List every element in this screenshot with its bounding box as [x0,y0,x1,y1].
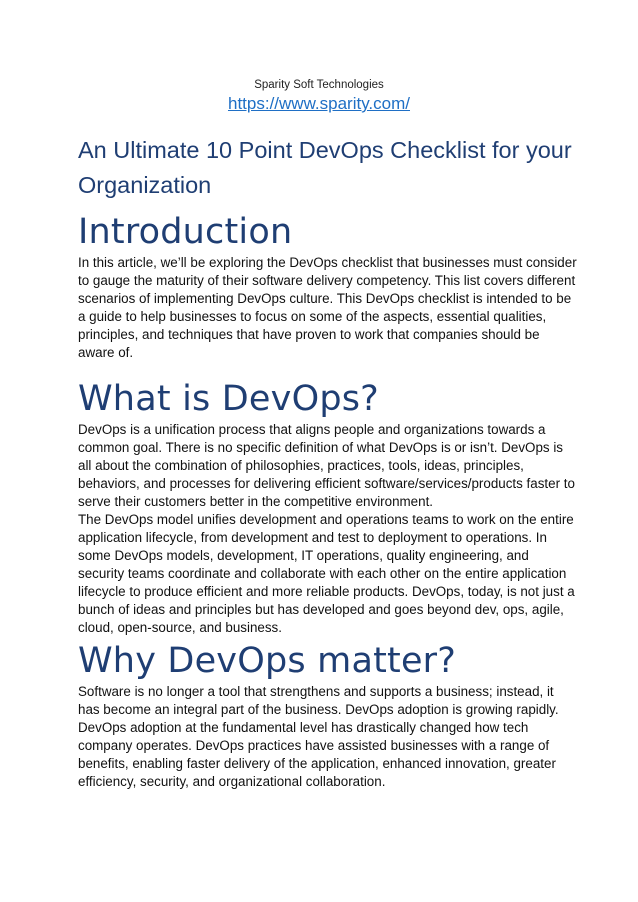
company-name: Sparity Soft Technologies [254,79,384,91]
section-heading-introduction: Introduction [78,212,293,252]
website-link[interactable]: https://www.sparity.com/ [227,94,410,113]
paragraph: The DevOps model unifies development and operations teams to work on the entire application lifecycle, from development and test to deployment to operations. In some DevOps models, development, IT operations, quality engineering, and security teams coordinate and collaborate with each other on the entire application lifecycle to produce efficient and more reliable products. DevOps, today, is not just a bunch of ideas and principles but has developed and goes beyond dev, ops, agile, cloud, open-source, and business. [78,512,575,635]
section-heading-what-is-devops: What is DevOps? [78,379,379,419]
paragraph: DevOps is a unification process that aligns people and organizations towards a common goal. There is no specific definition of what DevOps is or isn’t. DevOps is all about the combination of philosophies, practices, tools, ideas, principles, behaviors, and processes for delivering efficient software/services/products faster to serve their customers better in the competitive environment. [78,422,575,509]
paragraph: Software is no longer a tool that strengthens and supports a business; instead, it has become an integral part of the business. DevOps adoption is growing rapidly. DevOps adoption at the fundamental level has drastically changed how tech company operates. DevOps practices have assisted businesses with a range of benefits, enabling faster delivery of the application, enhanced innovation, greater efficiency, security, and organizational collaboration. [78,684,559,789]
section-heading-why-devops-matter: Why DevOps matter? [78,641,457,681]
document-body [78,210,578,791]
paragraph: In this article, we’ll be exploring the DevOps checklist that businesses must consider to gauge the maturity of their software delivery competency. This list covers different scenarios of implementing DevOps culture. This DevOps checklist is intended to be a guide to help businesses to focus on some of the aspects, essential qualities, principles, and techniques that have proven to work that companies should be aware of. [78,255,577,360]
document-title: An Ultimate 10 Point DevOps Checklist for your Organization [78,137,572,198]
